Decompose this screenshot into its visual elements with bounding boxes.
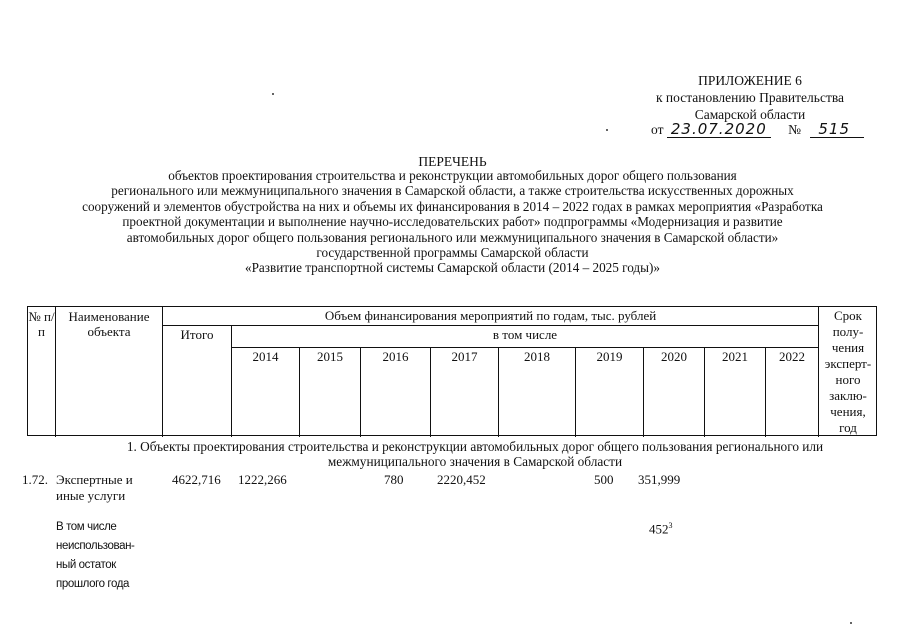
year-header: 2022 [779,349,805,364]
year-header: 2020 [661,349,687,364]
description-line: государственной программы Самарской области [316,245,589,261]
document-title: ПЕРЕЧЕНЬ [418,154,487,169]
document-description [70,168,835,276]
description-line: сооружений и элементов обустройства на них и объемы их финансирования в 2014 – 2022 годах в рамках мероприятия «Разработка [82,198,823,214]
ot-label: от [651,122,664,137]
year-header: 2016 [382,349,409,364]
including-line: прошлого года [56,578,130,590]
description-line: объектов проектирования строительства и реконструкции автомобильных дорог общего пользования [168,168,737,183]
including-line: ный остаток [56,559,116,571]
including-label [56,518,135,594]
term-line: Срок [834,308,862,323]
col-total-header: Итого [180,327,214,342]
term-line: заклю- [829,388,867,403]
resolution-number: 515 [810,121,864,138]
footnote-mark: 3 [668,521,673,530]
row-name-line: иные услуги [56,488,126,503]
scan-speck [606,129,608,131]
term-line: ного [835,372,861,387]
including-value-number: 452 [649,521,669,537]
col-funding-header: Объем финансирования мероприятий по годам, тыс. рублей [324,308,657,323]
year-header: 2021 [722,349,748,364]
scan-speck [272,93,274,95]
row-2020: 351,999 [638,472,681,487]
term-line: чения, [830,404,866,419]
year-header: 2018 [524,349,550,364]
term-line: полу- [832,324,864,339]
description-line: «Развитие транспортной системы Самарской области (2014 – 2025 годы)» [245,260,660,276]
row-name [56,472,133,504]
col-term-header [819,308,877,436]
section-line: межмуниципального значения в Самарской области [327,453,623,469]
col-name-header: Наименование объекта [68,309,150,339]
section-line: 1. Объекты проектирования строительства и реконструкции автомобильных дорог общего пользования регионального или [126,439,824,454]
section-heading [80,440,870,469]
row-number: 1.72. [22,472,48,487]
row-2019: 500 [594,472,614,487]
year-header: 2015 [317,349,343,364]
year-header: 2017 [451,349,478,364]
number-sign: № [788,122,802,137]
resolution-date: 23.07.2020 [667,121,771,138]
row-2017: 2220,452 [437,472,486,487]
row-2016: 780 [384,472,404,487]
appendix-header [620,72,880,123]
col-including-header: в том числе [492,327,558,342]
term-line: чения [831,340,865,355]
row-name-line: Экспертные и [56,472,133,487]
description-line: проектной документации и выполнение научно-исследовательских работ» подпрограммы «Модернизация и развитие [122,214,783,230]
including-line: неиспользован- [56,540,135,552]
row-2014: 1222,266 [238,472,287,487]
including-value [649,518,673,537]
scan-speck [850,622,852,624]
term-line: год [839,420,857,435]
funding-table-header [27,306,877,436]
description-line: автомобильных дорог общего пользования регионального или межмуниципального значения в Самарской области» [126,229,779,245]
appendix-line-1: к постановлению Правительства [655,90,845,105]
appendix-title: ПРИЛОЖЕНИЕ 6 [698,73,802,88]
including-line: В том числе [56,521,117,533]
appendix-line-2: Самарской области [694,107,806,122]
row-total: 4622,716 [172,472,221,487]
description-line: регионального или межмуниципального значения в Самарской области, а также строительства искусственных дорожных [111,183,794,199]
year-header: 2014 [252,349,279,364]
appendix-date-number [651,121,864,138]
term-line: эксперт- [824,356,872,371]
year-header: 2019 [596,349,623,364]
col-number-header: № п/п [28,309,55,339]
